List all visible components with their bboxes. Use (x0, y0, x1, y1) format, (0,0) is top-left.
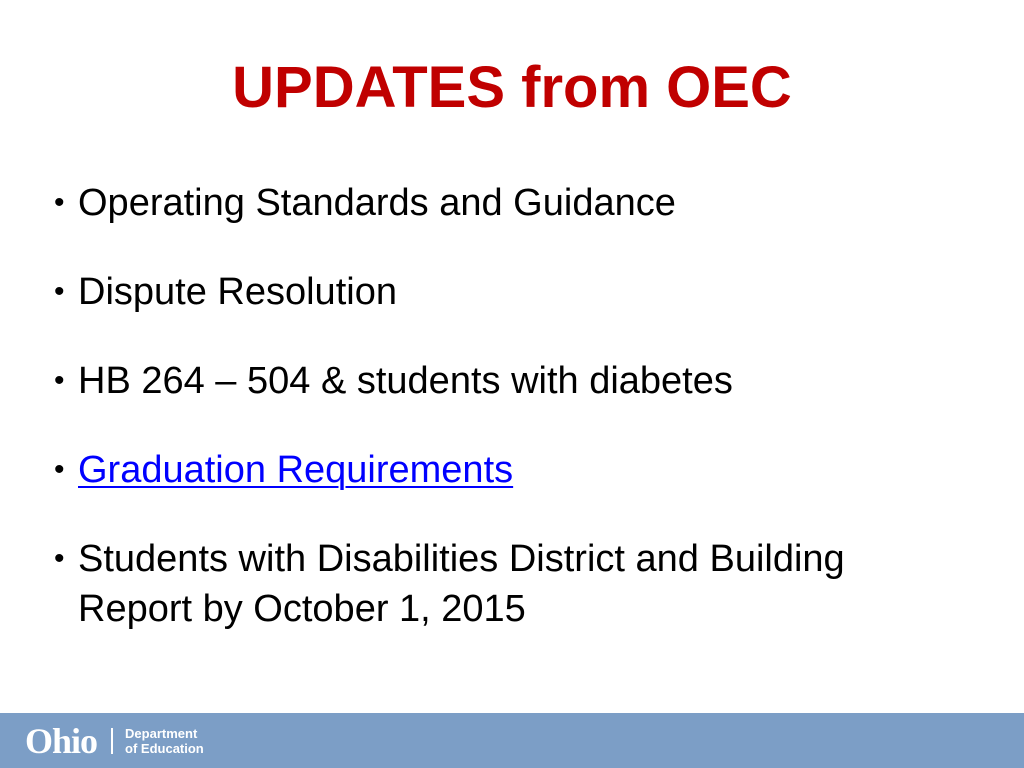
bullet-icon: • (54, 364, 65, 397)
bullet-item-operating-standards (54, 178, 954, 228)
graduation-requirements-link[interactable]: Graduation Requirements (78, 449, 514, 491)
bullet-text: Operating Standards and Guidance (78, 182, 676, 224)
department-label (125, 726, 204, 756)
bullet-item-swd-report (54, 534, 954, 634)
ohio-department-of-education-logo (25, 722, 204, 760)
bullet-icon: • (54, 275, 65, 308)
bullet-list (54, 178, 954, 634)
bullet-icon: • (54, 542, 65, 575)
department-label-line2: of Education (125, 741, 204, 756)
bullet-icon: • (54, 453, 65, 486)
slide-title: UPDATES from OEC (232, 55, 792, 120)
bullet-text: Dispute Resolution (78, 271, 397, 313)
bullet-item-dispute-resolution (54, 267, 954, 317)
bullet-item-graduation-requirements (54, 445, 954, 495)
footer-bar (0, 713, 1024, 768)
bullet-text: Students with Disabilities District and Building Report by October 1, 2015 (78, 538, 845, 630)
ohio-logo-wordmark: Ohio (25, 721, 98, 761)
bullet-icon: • (54, 186, 65, 219)
logo-divider (111, 728, 113, 754)
department-label-line1: Department (125, 726, 198, 741)
bullet-text: HB 264 – 504 & students with diabetes (78, 360, 733, 402)
bullet-item-hb264 (54, 356, 954, 406)
